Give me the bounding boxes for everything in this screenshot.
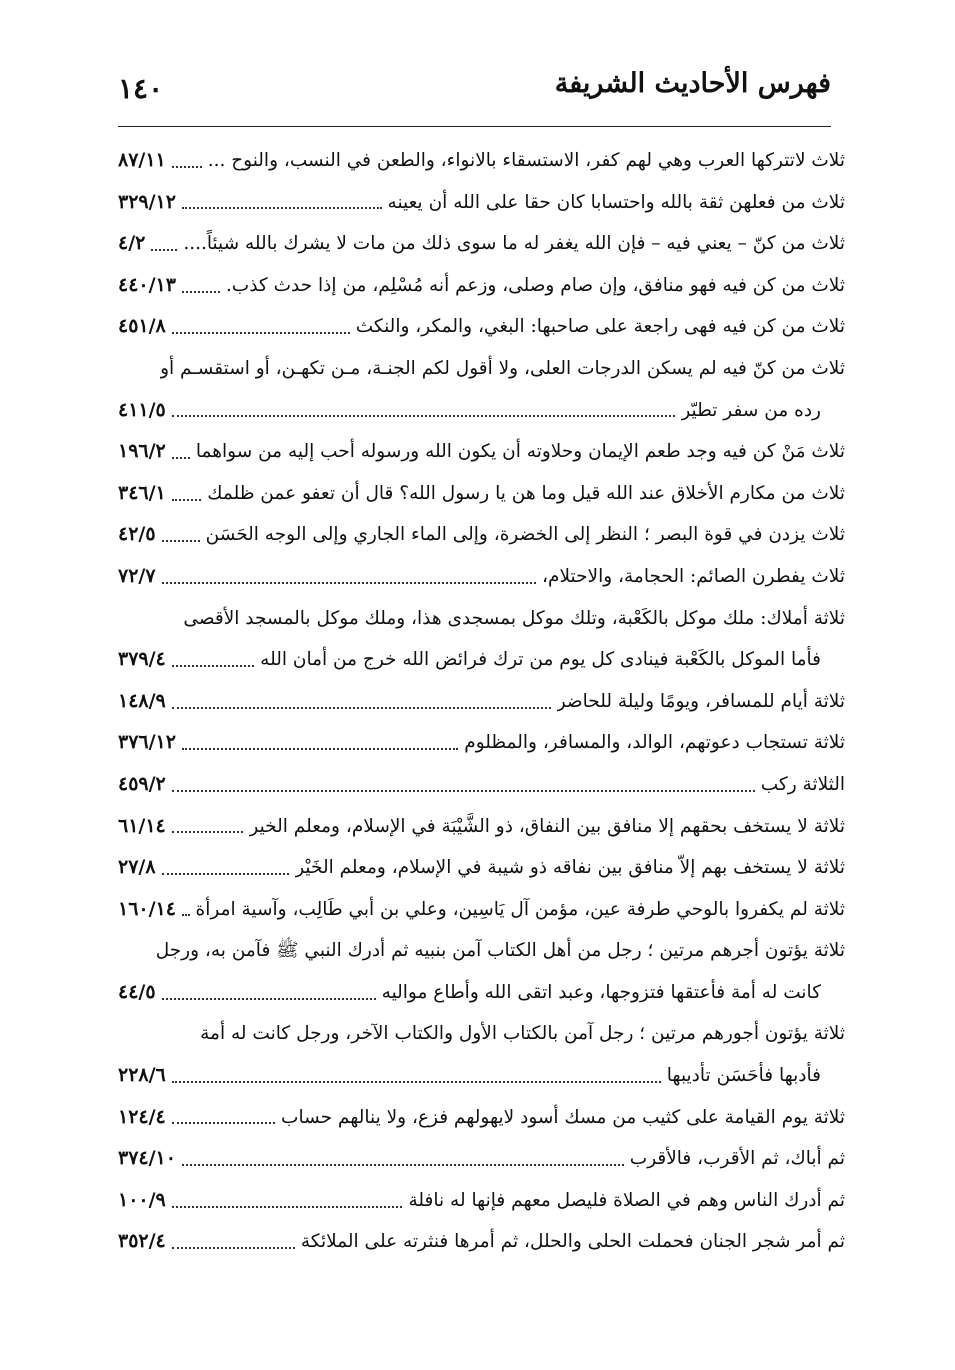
leader-dots (172, 1122, 275, 1124)
entry-text: ثلاثة لا يستخف بهم إلاّ منافق بين نفاقه ذو شيبة في الإسلام، ومعلم الخَيْر (295, 857, 845, 879)
entry-text: ثم أباك، ثم الأقرب، فالأقرب (629, 1148, 845, 1170)
leader-dots (172, 1206, 403, 1208)
leader-dots (182, 207, 382, 209)
entry-reference: ٤/٢ (118, 232, 146, 255)
leader-dots (172, 166, 202, 168)
entry-reference: ٤١١/٥ (118, 398, 166, 421)
index-entry (118, 431, 845, 473)
leader-dots (172, 790, 755, 792)
index-entry (118, 348, 845, 390)
index-entry (118, 598, 845, 640)
leader-dots (172, 831, 244, 833)
leader-dots (172, 665, 254, 667)
entry-reference: ١٩٦/٢ (118, 440, 166, 463)
entry-reference: ١٤٨/٩ (118, 689, 166, 712)
entry-text: ثلاث يزدن في قوة البصر ؛ النظر إلى الخضرة، وإلى الماء الجاري وإلى الوجه الحَسَن (205, 524, 845, 546)
entry-reference: ٤٤/٥ (118, 980, 156, 1003)
entry-reference: ١٠٠/٩ (118, 1188, 166, 1211)
entry-text: ثلاث من مكارم الأخلاق عند الله قيل وما هن يا رسول الله؟ قال أن تعفو عمن ظلمك (207, 482, 845, 504)
leader-dots (162, 582, 536, 584)
entry-reference: ٣٢٩/١٢ (118, 190, 176, 213)
index-entry (118, 223, 845, 265)
entry-reference: ١٦٠/١٤ (118, 897, 176, 920)
entry-reference: ٤٥١/٨ (118, 315, 166, 338)
entry-text: ثلاثة لا يستخف بحقهم إلا منافق بين النفاق، ذو الشَّيْبَة في الإسلام، ومعلم الخير (249, 815, 845, 837)
entry-text: ثلاثة لم يكفروا بالوحي طرفة عين، مؤمن آل يَاسِين، وعلي بن أبي طَالِب، وآسية امرأة (195, 898, 845, 920)
entry-text: ثلاث يفطرن الصائم: الحجامة، والاحتلام، (542, 565, 845, 587)
leader-dots (162, 873, 290, 875)
entry-reference: ٣٧٩/٤ (118, 648, 166, 671)
entry-text: رده من سفر تطيّر (681, 399, 821, 421)
entry-text: كانت له أمة فأعتقها فتزوجها، وعبد اتقى الله وأطاع مواليه (381, 981, 821, 1003)
index-entry (118, 889, 845, 931)
index-entry (118, 1180, 845, 1222)
entry-reference: ٨٧/١١ (118, 149, 166, 171)
entry-reference: ٤٥٩/٢ (118, 772, 166, 795)
index-entry (118, 1055, 845, 1097)
leader-dots (172, 332, 350, 334)
index-entry (118, 930, 845, 972)
entry-text: ثم أمر شجر الجنان فحملت الحلى والحلل، ثم أمرها فنثرته على الملائكة (300, 1231, 845, 1253)
entry-text: ثم أدرك الناس وهم في الصلاة فليصل معهم فإنها له نافلة (408, 1189, 845, 1211)
index-entry (118, 390, 845, 432)
index-entry (118, 306, 845, 348)
entry-reference: ١٢٤/٤ (118, 1105, 166, 1128)
index-entry (118, 1221, 845, 1263)
index-entry (118, 681, 845, 723)
entry-text: ثلاث لاتتركها العرب وهي لهم كفر، الاستسقاء بالانواء، والطعن في النسب، والنوح ... (207, 150, 845, 171)
index-entry (118, 473, 845, 515)
leader-dots (172, 1247, 295, 1249)
index-entry (118, 972, 845, 1014)
entry-text: فأدبها فأحَسَن تأديبها (666, 1065, 821, 1087)
entry-text: ثلاث من كنّ فيه لم يسكن الدرجات العلى، ولا أقول لكم الجنـة، مـن تكهـن، أو استقسـم أو (160, 357, 845, 379)
entry-text: ثلاث من فعلهن ثقة بالله واحتسابا كان حقا على الله أن يعينه (387, 191, 845, 213)
index-entry (118, 764, 845, 806)
index-entry (118, 1138, 845, 1180)
entry-text: ثلاث من كن فيه فهى راجعة على صاحبها: البغي، والمكر، والنكث (355, 316, 845, 338)
entry-reference: ٣٥٢/٤ (118, 1230, 166, 1253)
entry-text: ثلاث من كن فيه فهو منافق، وإن صام وصلى، وزعم أنه مُسْلِم، من إذا حدث كذب. (225, 274, 845, 296)
entry-text: الثلاثة ركب (760, 773, 845, 795)
page-header (118, 62, 831, 112)
entry-text: ثلاثة أملاك: ملك موكل بالكَعْبة، وتلك موكل بمسجدى هذا، وملك موكل بالمسجد الأقصى (183, 607, 845, 629)
entry-reference: ٧٢/٧ (118, 564, 156, 587)
leader-dots (172, 707, 551, 709)
entry-reference: ٦١/١٤ (118, 814, 166, 837)
leader-dots (182, 914, 190, 916)
index-entry (118, 847, 845, 889)
leader-dots (172, 457, 190, 459)
entry-text: ثلاثة تستجاب دعوتهم، الوالد، والمسافر، والمظلوم (464, 732, 845, 754)
entry-reference: ٣٤٦/١ (118, 481, 166, 504)
index-entry (118, 1013, 845, 1055)
entry-text: ثلاثة يؤتون أجرهم مرتين ؛ رجل من أهل الكتاب آمن بنبيه ثم أدرك النبي ﷺ فآمن به، ورجل (155, 940, 845, 962)
leader-dots (172, 499, 202, 501)
leader-dots (162, 998, 376, 1000)
leader-dots (182, 1164, 624, 1166)
leader-dots (182, 291, 220, 293)
leader-dots (162, 540, 200, 542)
entry-text: ثلاثة أيام للمسافر، ويومًا وليلة للحاضر (556, 690, 845, 712)
entry-reference: ٣٧٦/١٢ (118, 731, 176, 754)
page-title: فهرس الأحاديث الشريفة (554, 68, 831, 99)
index-entry (118, 514, 845, 556)
entry-text: فأما الموكل بالكَعْبة فينادى كل يوم من ترك فرائض الله خرج من أمان الله (260, 649, 821, 671)
index-entry (118, 1097, 845, 1139)
page-number: ١٤٠ (118, 72, 164, 105)
header-divider (118, 126, 831, 127)
index-entry (118, 722, 845, 764)
index-entry (118, 182, 845, 224)
entry-reference: ٤٢/٥ (118, 523, 156, 546)
index-entry (118, 556, 845, 598)
entry-text: ثلاث من كنّ – يعني فيه – فإن الله يغفر له ما سوى ذلك من مات لا يشرك بالله شيئاً.... (183, 233, 845, 255)
hadith-index-list (118, 140, 845, 1263)
entry-reference: ٣٧٤/١٠ (118, 1147, 176, 1170)
leader-dots (182, 748, 458, 750)
index-entry (118, 806, 845, 848)
entry-reference: ٤٤٠/١٣ (118, 273, 176, 296)
leader-dots (172, 415, 676, 417)
entry-text: ثلاث مَنْ كن فيه وجد طعم الإيمان وحلاوته أن يكون الله ورسوله أحب إليه من سواهما (195, 441, 845, 463)
index-entry (118, 265, 845, 307)
leader-dots (172, 1081, 661, 1083)
leader-dots (151, 249, 177, 251)
index-entry (118, 140, 845, 182)
entry-text: ثلاثة يؤتون أجورهم مرتين ؛ رجل آمن بالكتاب الأول والكتاب الآخر، ورجل كانت له أمة (200, 1023, 845, 1045)
index-entry (118, 639, 845, 681)
entry-text: ثلاثة يوم القيامة على كثيب من مسك أسود لايهولهم فزع، ولا ينالهم حساب (281, 1106, 845, 1128)
entry-reference: ٢٧/٨ (118, 856, 156, 879)
entry-reference: ٢٢٨/٦ (118, 1064, 166, 1087)
